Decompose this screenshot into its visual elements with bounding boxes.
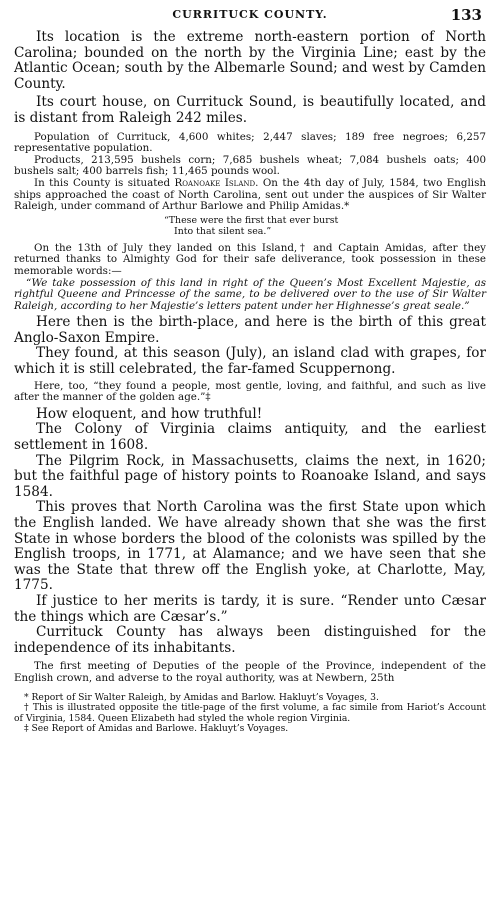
roanoke-island-name: Roanoake Island. <box>174 176 259 189</box>
roanoke-text-b: On the 4th day of July, 1584, two English ships approached the coast of North Carolina, sent out under the auspices of Sir Walter Raleigh, under command of Arthur Barlowe and Philip Amidas.* <box>14 176 487 213</box>
paragraph-population: Population of Currituck, 4,600 whites; 2,447 slaves; 189 free negroes; 6,257 representative population. <box>14 130 486 155</box>
paragraph-courthouse: Its court house, on Currituck Sound, is beautifully located, and is distant from Raleigh 242 miles. <box>14 94 486 126</box>
paragraph-roanoke-island <box>14 178 486 213</box>
paragraph-virginia-colony: The Colony of Virginia claims antiquity, and the earliest settlement in 1608. <box>14 421 486 454</box>
paragraph-independence: Currituck County has always been distinguished for the independence of its inhabitants. <box>14 624 486 656</box>
footnote-2: † This is illustrated opposite the title-page of the first volume, a fac simile from Hariot’s Account of Virginia, 1584. Queen Elizabeth had styled the whole region Virginia. <box>14 702 486 724</box>
paragraph-products: Products, 213,595 bushels corn; 7,685 bushels wheat; 7,084 bushels oats; 400 bushels salt; 400 barrels fish; 11,465 pounds wool. <box>14 153 486 178</box>
running-head-title: CURRITUCK COUNTY. <box>172 8 328 21</box>
footnote-1: * Report of Sir Walter Raleigh, by Amidas and Barlow. Hakluyt’s Voyages, 3. <box>24 691 379 703</box>
page-number: 133 <box>450 6 482 24</box>
paragraph-landed: On the 13th of July they landed on this Island,† and Captain Amidas, after they returned thanks to Almighty God for their safe deliverance, took possession in these memorable words:— <box>14 241 486 277</box>
paragraph-gentle-people: Here, too, “they found a people, most gentle, loving, and faithful, and such as live after the manner of the golden age.”‡ <box>14 379 486 404</box>
paragraph-justice: If justice to her merits is tardy, it is sure. “Render unto Cæsar the things which are Cæsar’s.” <box>14 592 486 625</box>
paragraph-birthplace: Here then is the birth-place, and here is the birth of this great Anglo-Saxon Empire. <box>14 314 486 346</box>
paragraph-grapes: They found, at this season (July), an island clad with grapes, for which it is still celebrated, the far-famed Scuppernong. <box>14 345 486 378</box>
poem-quote <box>14 215 486 237</box>
roanoke-text-a: In this County is situated <box>34 176 175 189</box>
paragraph-first-state: This proves that North Carolina was the first State upon which the English landed. We have already shown that she was the first State in whose borders the blood of the colonists was spilled by the English troops, in 1771, at Alamance; and we have seen that she was the State that threw off the English yoke, at Charlotte, May, 1775. <box>14 499 486 594</box>
footnote-3: ‡ See Report of Amidas and Barlowe. Hakluyt’s Voyages. <box>24 723 289 735</box>
paragraph-possession-quote: “We take possession of this land in right of the Queen’s Most Excellent Majestie, as rightful Queene and Princesse of the same, to be delivered over to the use of Sir Walter Raleigh, according to her Majestie’s letters patent under her Highnesse’s great seale.” <box>14 276 486 312</box>
poem-line-1: “These were the first that ever burst <box>164 214 339 226</box>
paragraph-eloquent: How eloquent, and how truthful! <box>36 405 263 422</box>
poem-line-2: Into that silent sea.” <box>174 225 272 237</box>
footnotes <box>14 693 486 735</box>
paragraph-pilgrim-rock: The Pilgrim Rock, in Massachusetts, claims the next, in 1620; but the faithful page of history points to Roanoake Island, and says 1584. <box>14 452 486 500</box>
paragraph-deputies: The first meeting of Deputies of the people of the Province, independent of the English crown, and adverse to the royal authority, was at Newbern, 25th <box>14 660 486 684</box>
running-head <box>14 6 486 30</box>
paragraph-location: Its location is the extreme north-eastern portion of North Carolina; bounded on the north by the Virginia Line; east by the Atlantic Ocean; south by the Albemarle Sound; and west by Camden County. <box>14 29 486 92</box>
